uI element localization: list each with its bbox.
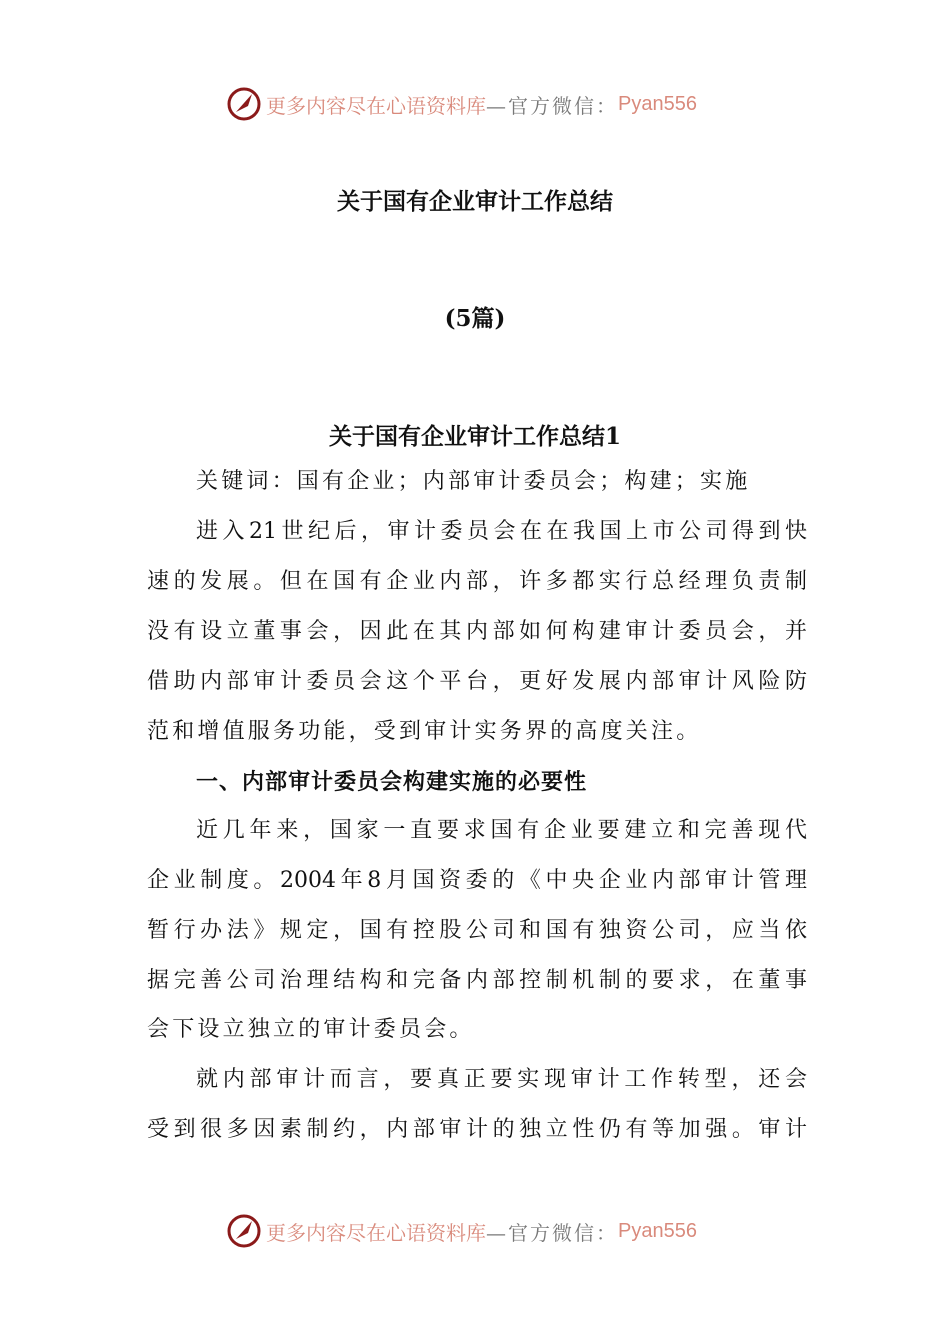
watermark-wechat-label: —官方微信： bbox=[486, 1220, 618, 1245]
paragraph-line: 据完善公司治理结构和完备内部控制机制的要求，在董事 bbox=[147, 968, 807, 993]
watermark-wechat-id: Pyan556 bbox=[618, 1219, 697, 1242]
paragraph-line: 企业制度。2004年8月国资委的《中央企业内部审计管理 bbox=[147, 868, 807, 893]
watermark-text: 更多内容尽在心语资料库 bbox=[266, 93, 486, 118]
document-title: 关于国有企业审计工作总结 bbox=[337, 188, 613, 215]
paragraph-line: 范和增值服务功能，受到审计实务界的高度关注。 bbox=[147, 719, 702, 744]
paragraph-line: 会下设立独立的审计委员会。 bbox=[147, 1017, 475, 1042]
watermark-wechat-label: —官方微信： bbox=[486, 93, 618, 118]
keywords-line: 关键词：国有企业；内部审计委员会；构建；实施 bbox=[196, 469, 751, 494]
section-title: 关于国有企业审计工作总结1 bbox=[328, 423, 621, 450]
watermark-wechat-id: Pyan556 bbox=[618, 92, 697, 115]
paragraph-line: 近几年来，国家一直要求国有企业要建立和完善现代 bbox=[196, 818, 807, 843]
paragraph-line: 就内部审计而言，要真正要实现审计工作转型，还会 bbox=[196, 1067, 807, 1092]
section-heading: 一、内部审计委员会构建实施的必要性 bbox=[196, 769, 588, 795]
paragraph-line: 受到很多因素制约，内部审计的独立性仍有等加强。审计 bbox=[147, 1117, 807, 1142]
pen-logo-icon bbox=[226, 86, 262, 122]
paragraph-line: 速的发展。但在国有企业内部，许多都实行总经理负责制 bbox=[147, 569, 807, 594]
paragraph-line: 没有设立董事会，因此在其内部如何构建审计委员会，并 bbox=[147, 619, 807, 644]
watermark-header bbox=[226, 84, 697, 124]
paragraph-line: 借助内部审计委员会这个平台，更好发展内部审计风险防 bbox=[147, 669, 807, 694]
document-subtitle: (5篇) bbox=[444, 305, 506, 332]
paragraph-line: 暂行办法》规定，国有控股公司和国有独资公司，应当依 bbox=[147, 918, 807, 943]
paragraph-line: 进入21世纪后，审计委员会在在我国上市公司得到快 bbox=[196, 519, 807, 544]
watermark-footer bbox=[226, 1211, 697, 1251]
watermark-text: 更多内容尽在心语资料库 bbox=[266, 1220, 486, 1245]
pen-logo-icon bbox=[226, 1213, 262, 1249]
